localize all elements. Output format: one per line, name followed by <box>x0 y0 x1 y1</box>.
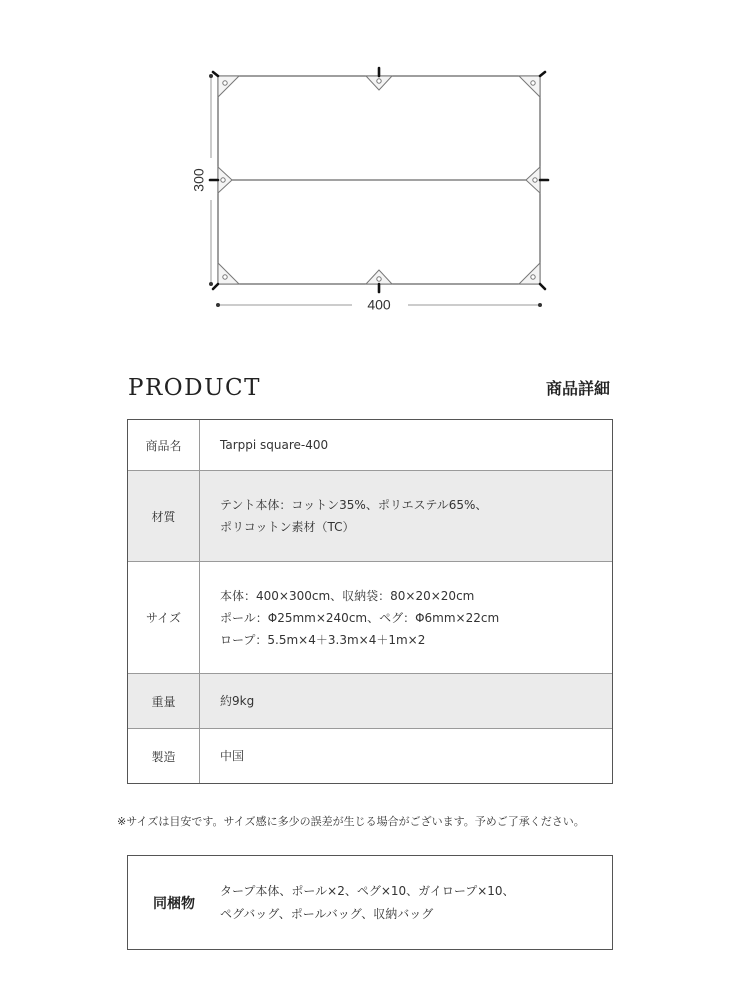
spec-value <box>200 471 612 561</box>
contents-value <box>220 880 612 926</box>
width-dimension <box>216 297 542 313</box>
spec-value-line: 中国 <box>220 749 245 763</box>
size-note: ※サイズは目安です。サイズ感に多少の誤差が生じる場合がございます。予めご了承ください。 <box>117 815 585 828</box>
spec-value-line: ポリコットン素材（TC） <box>220 520 355 534</box>
spec-value-line: Tarppi square-400 <box>220 438 329 452</box>
spec-label: 重量 <box>128 674 200 728</box>
width-label: 400 <box>367 296 391 313</box>
spec-value <box>200 674 612 728</box>
spec-table <box>127 419 613 784</box>
spec-label: サイズ <box>128 562 200 673</box>
corner-patch-top-left <box>218 76 239 97</box>
contents-box <box>127 855 613 950</box>
spec-value-line: テント本体：コットン35%、ポリエステル65%、 <box>220 498 488 512</box>
spec-label: 材質 <box>128 471 200 561</box>
spec-row-origin <box>128 729 612 783</box>
tarp-diagram <box>0 0 740 330</box>
contents-line: タープ本体、ポール×2、ペグ×10、ガイロープ×10、 <box>220 883 515 898</box>
spec-value-line: 本体：400×300cm、収納袋：80×20×20cm <box>220 588 475 603</box>
spec-row-size <box>128 562 612 674</box>
spec-value-line: ポール：Φ25mm×240cm、ペグ：Φ6mm×22cm <box>220 610 500 625</box>
spec-label: 商品名 <box>128 420 200 470</box>
spec-row-weight <box>128 674 612 729</box>
spec-value-line: 約9kg <box>220 694 255 708</box>
contents-label: 同梱物 <box>153 895 195 912</box>
spec-value-line: ロープ：5.5m×4＋3.3m×4＋1m×2 <box>220 632 426 647</box>
spec-row-material <box>128 471 612 562</box>
contents-line: ペグバッグ、ポールバッグ、収納バッグ <box>220 906 434 921</box>
spec-value <box>200 420 612 470</box>
corner-patch-top-right <box>519 76 540 97</box>
product-title: PRODUCT <box>128 375 261 401</box>
product-subtitle: 商品詳細 <box>545 379 610 398</box>
height-label: 300 <box>190 168 207 192</box>
spec-row-name <box>128 420 612 471</box>
corner-patch-bottom-right <box>519 263 540 284</box>
corner-patch-bottom-left <box>218 263 239 284</box>
spec-value <box>200 729 612 783</box>
spec-label: 製造 <box>128 729 200 783</box>
spec-value <box>200 562 612 673</box>
